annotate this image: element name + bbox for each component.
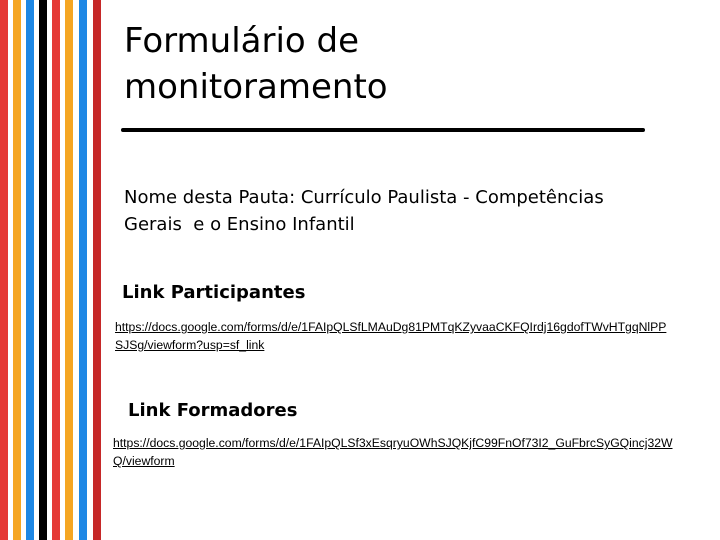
stripe-orange	[13, 0, 21, 540]
agenda-name-line-1: Nome desta Pauta: Currículo Paulista - Competências	[124, 187, 604, 208]
participants-heading: Link Participantes	[122, 282, 306, 303]
stripe-orange-2	[65, 0, 73, 540]
stripe-red	[0, 0, 8, 540]
stripe-black	[39, 0, 47, 540]
participants-form-link[interactable]: https://docs.google.com/forms/d/e/1FAIpQLSfLMAuDg81PMTqKZyvaaCKFQIrdj16gdofTWvHTgqNlPPSJSg/viewform?usp=sf_link	[115, 320, 667, 352]
trainers-form-link[interactable]: https://docs.google.com/forms/d/e/1FAIpQLSf3xEsqryuOWhSJQKjfC99FnOf73I2_GuFbrcSyGQincj32WQ/viewform	[113, 436, 673, 468]
stripe-red-2	[52, 0, 60, 540]
title-underline	[121, 128, 645, 132]
agenda-name	[124, 184, 684, 238]
stripe-dark-red	[93, 0, 101, 540]
trainers-heading: Link Formadores	[128, 400, 298, 421]
title-line-1: Formulário de	[124, 21, 360, 61]
title-line-2: monitoramento	[124, 67, 388, 107]
stripe-blue-2	[79, 0, 87, 540]
stripe-blue	[26, 0, 34, 540]
decorative-stripes	[0, 0, 110, 540]
agenda-name-line-2: Gerais e o Ensino Infantil	[124, 214, 355, 235]
page-title	[124, 18, 644, 110]
